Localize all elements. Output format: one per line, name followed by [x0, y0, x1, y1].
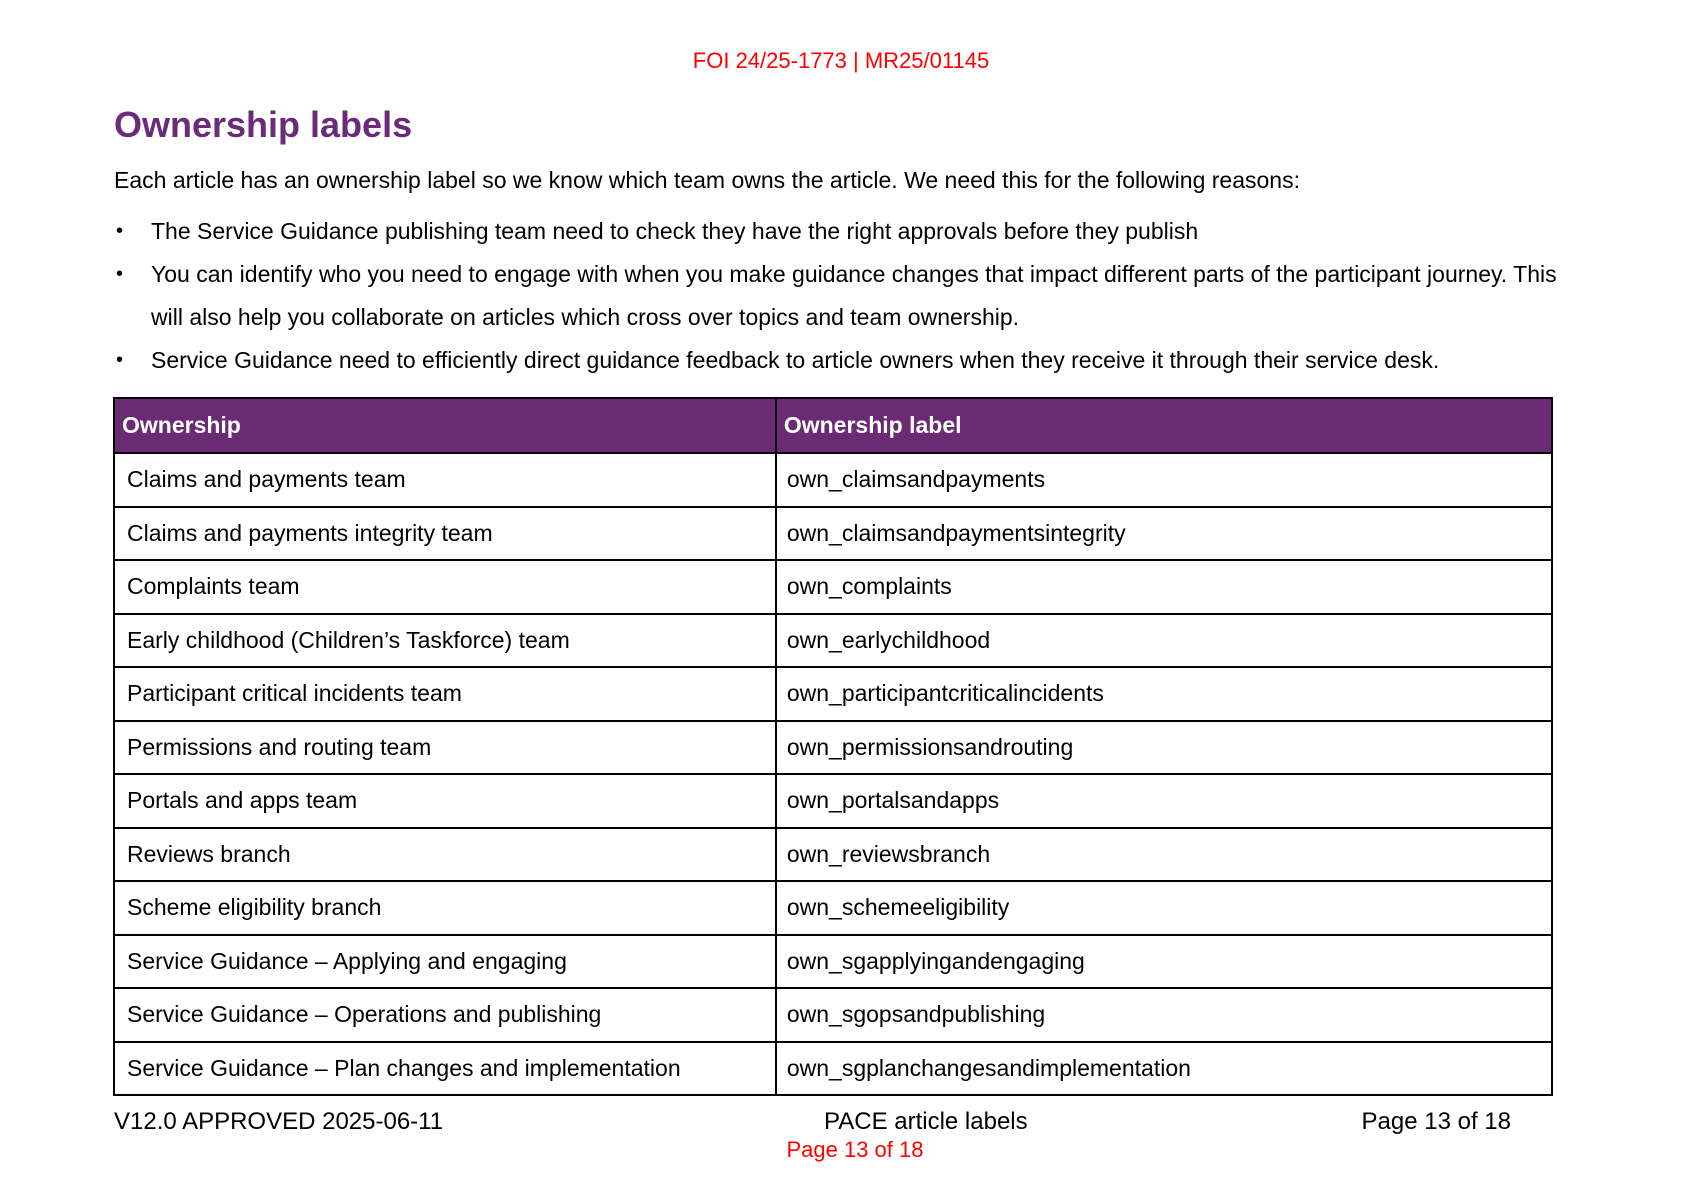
list-item — [114, 339, 1554, 382]
intro-paragraph: Each article has an ownership label so we know which team owns the article. We need this for the following reasons: — [114, 167, 1300, 193]
ownership-cell: Claims and payments team — [114, 453, 776, 507]
table-row — [114, 935, 1552, 989]
page-stamp: Page 13 of 18 — [786, 1137, 924, 1162]
table-row — [114, 721, 1552, 775]
ownership-cell: Service Guidance – Operations and publishing — [114, 988, 776, 1042]
reasons-list — [114, 210, 1557, 382]
table-row — [114, 828, 1552, 882]
table-row — [114, 507, 1552, 561]
ownership-cell: Complaints team — [114, 560, 776, 614]
list-item-text: The Service Guidance publishing team need to check they have the right approvals before they publish — [151, 218, 1199, 244]
table-header-row — [114, 398, 1552, 453]
ownership-cell: Service Guidance – Plan changes and implementation — [114, 1042, 776, 1096]
table-row — [114, 774, 1552, 828]
label-cell: own_participantcriticalincidents — [776, 667, 1552, 721]
bullet-icon: • — [116, 349, 124, 371]
table-row — [114, 881, 1552, 935]
label-cell: own_earlychildhood — [776, 614, 1552, 668]
ownership-cell: Claims and payments integrity team — [114, 507, 776, 561]
label-cell: own_permissionsandrouting — [776, 721, 1552, 775]
bullet-icon: • — [116, 263, 124, 285]
foi-reference: FOI 24/25-1773 | MR25/01145 — [692, 48, 990, 73]
label-cell: own_reviewsbranch — [776, 828, 1552, 882]
table-row — [114, 453, 1552, 507]
label-cell: own_portalsandapps — [776, 774, 1552, 828]
table-row — [114, 560, 1552, 614]
ownership-cell: Portals and apps team — [114, 774, 776, 828]
list-item — [114, 210, 1554, 253]
table-row — [114, 988, 1552, 1042]
ownership-cell: Early childhood (Children’s Taskforce) team — [114, 614, 776, 668]
bullet-icon: • — [116, 220, 124, 242]
label-cell: own_complaints — [776, 560, 1552, 614]
label-cell: own_claimsandpaymentsintegrity — [776, 507, 1552, 561]
ownership-cell: Service Guidance – Applying and engaging — [114, 935, 776, 989]
label-cell: own_sgopsandpublishing — [776, 988, 1552, 1042]
section-title: Ownership labels — [114, 104, 413, 145]
ownership-cell: Permissions and routing team — [114, 721, 776, 775]
ownership-cell: Reviews branch — [114, 828, 776, 882]
table-row — [114, 667, 1552, 721]
label-cell: own_sgplanchangesandimplementation — [776, 1042, 1552, 1096]
footer-version: V12.0 APPROVED 2025-06-11 — [114, 1108, 444, 1135]
column-header-ownership: Ownership — [114, 398, 776, 453]
footer-document-title: PACE article labels — [824, 1108, 1028, 1135]
table-row — [114, 614, 1552, 668]
label-cell: own_sgapplyingandengaging — [776, 935, 1552, 989]
table-row — [114, 1042, 1552, 1096]
column-header-ownership-label: Ownership label — [776, 398, 1552, 453]
label-cell: own_schemeeligibility — [776, 881, 1552, 935]
ownership-cell: Scheme eligibility branch — [114, 881, 776, 935]
list-item-text: Service Guidance need to efficiently direct guidance feedback to article owners when they receive it through their service desk. — [151, 347, 1440, 373]
list-item-text: You can identify who you need to engage with when you make guidance changes that impact different parts of the participant journey. This will also help you collaborate on articles which cross over topics and team ownership. — [151, 261, 1557, 330]
ownership-table — [113, 397, 1553, 1096]
label-cell: own_claimsandpayments — [776, 453, 1552, 507]
ownership-cell: Participant critical incidents team — [114, 667, 776, 721]
footer-page-number: Page 13 of 18 — [1361, 1108, 1511, 1135]
list-item — [114, 253, 1571, 339]
